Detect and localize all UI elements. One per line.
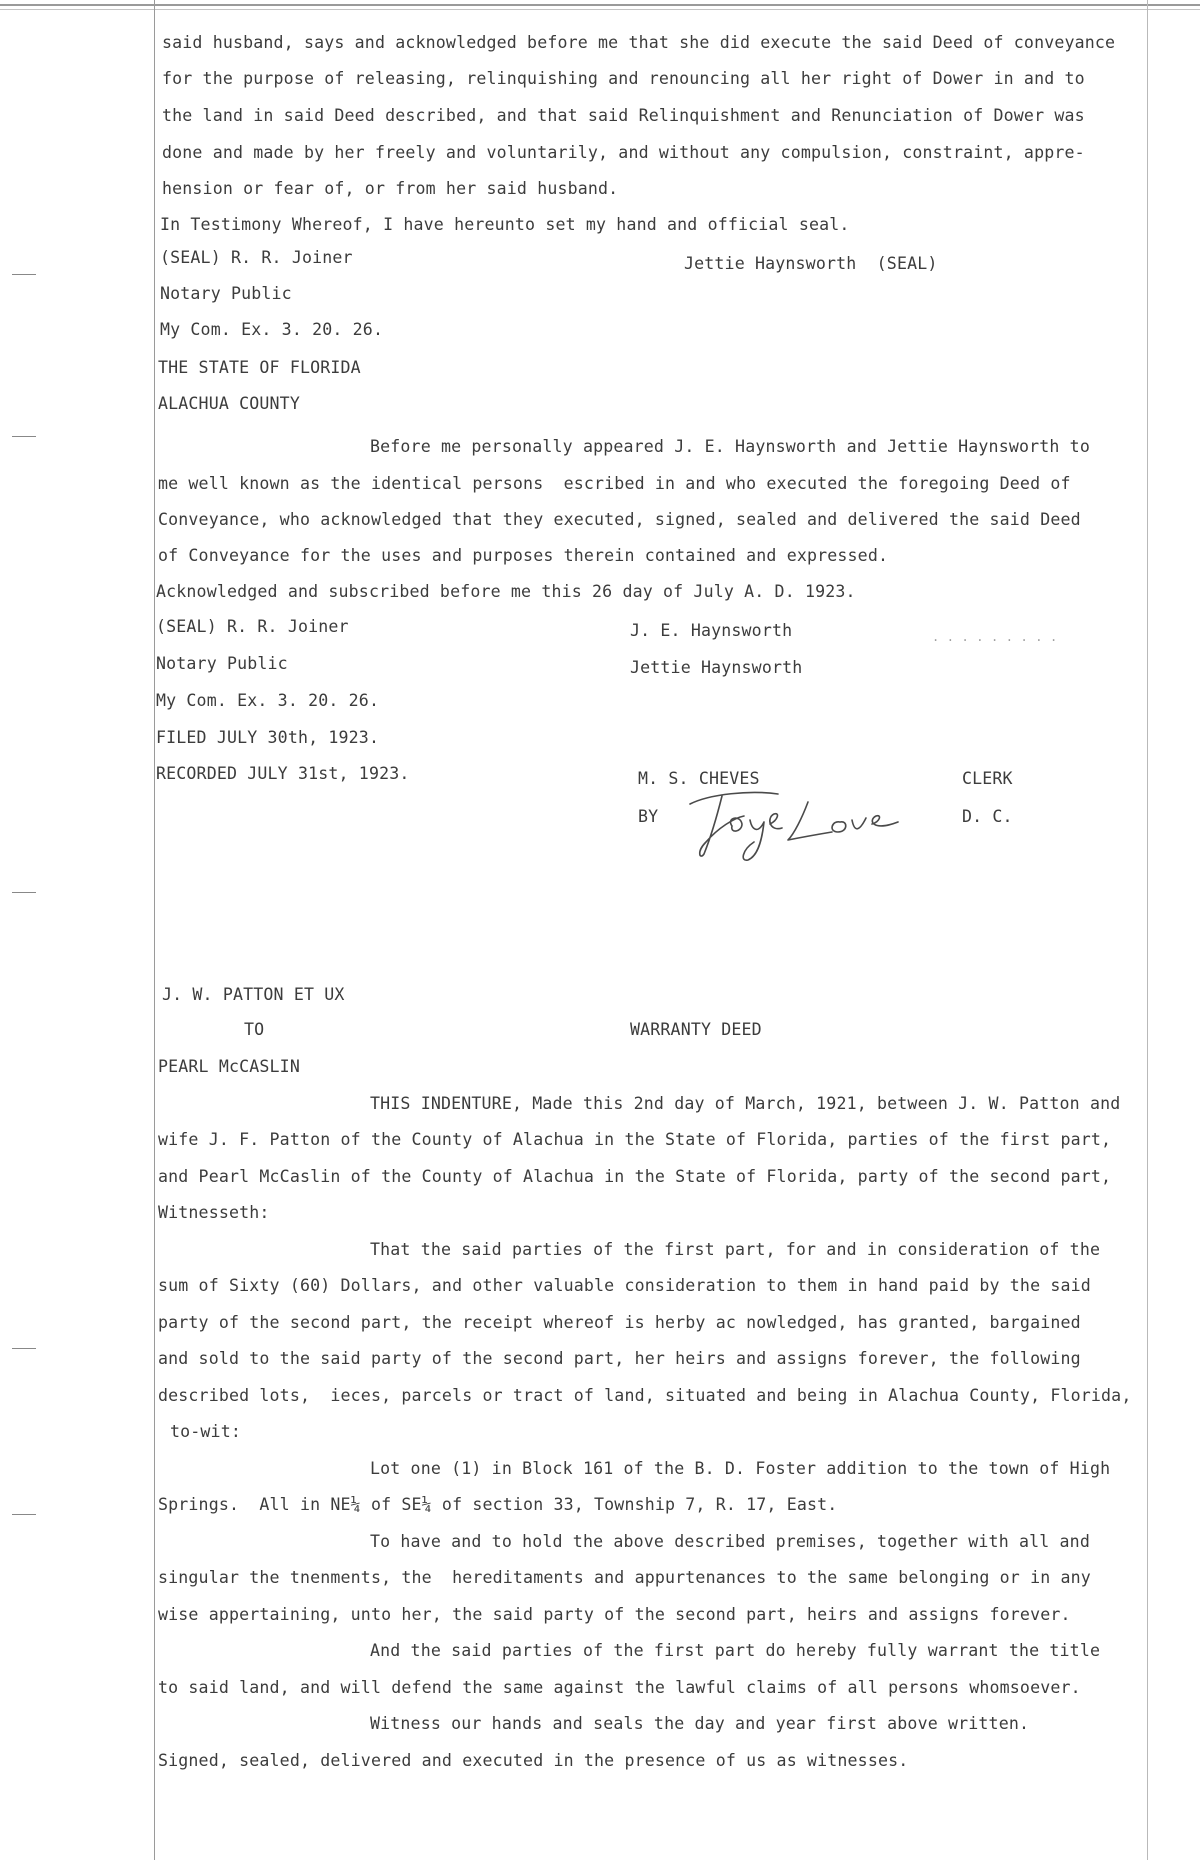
deed-line-3: and Pearl McCaslin of the County of Alachua in the State of Florida, party of the second part, <box>158 1167 1112 1186</box>
state-line-1: Before me personally appeared J. E. Haynsworth and Jettie Haynsworth to <box>370 437 1090 456</box>
top-border-rule-inner <box>0 9 1200 10</box>
signer-name-2b: Jettie Haynsworth <box>630 658 803 677</box>
state-line-4: of Conveyance for the uses and purposes therein contained and expressed. <box>158 546 889 565</box>
notary-title-1: Notary Public <box>160 284 292 303</box>
deed-line-4: Witnesseth: <box>158 1203 270 1222</box>
document-title: WARRANTY DEED <box>630 1020 762 1039</box>
binding-mark <box>12 1514 36 1515</box>
deed-line-10: to-wit: <box>170 1422 241 1441</box>
binding-mark <box>12 1348 36 1349</box>
signer-name-2a: J. E. Haynsworth <box>630 621 793 640</box>
notary-seal-2: (SEAL) R. R. Joiner <box>156 617 349 636</box>
to-heading: TO <box>244 1020 265 1039</box>
deed-line-8: and sold to the said party of the second part, her heirs and assigns forever, the following <box>158 1349 1081 1368</box>
ack-line-4: done and made by her freely and voluntarily, and without any compulsion, constraint, appre- <box>162 143 1085 162</box>
county-heading: ALACHUA COUNTY <box>158 394 300 413</box>
state-line-5: Acknowledged and subscribed before me this 26 day of July A. D. 1923. <box>156 582 856 601</box>
signer-name-1: Jettie Haynsworth (SEAL) <box>684 254 938 273</box>
filed-date: FILED JULY 30th, 1923. <box>156 728 380 747</box>
right-margin-rule <box>1147 0 1148 1860</box>
left-margin-rule <box>154 0 155 1860</box>
state-line-2: me well known as the identical persons escribed in and who executed the foregoing Deed of <box>158 474 1071 493</box>
deed-line-12: Springs. All in NE¼ of SE¼ of section 33, Township 7, R. 17, East. <box>158 1495 838 1514</box>
deed-line-2: wife J. F. Patton of the County of Alachua in the State of Florida, parties of the first part, <box>158 1130 1112 1149</box>
state-line-3: Conveyance, who acknowledged that they executed, signed, sealed and delivered the said Deed <box>158 510 1081 529</box>
clerk-name: M. S. CHEVES <box>638 769 760 788</box>
state-heading: THE STATE OF FLORIDA <box>158 358 361 377</box>
grantor-heading: J. W. PATTON ET UX <box>162 985 345 1004</box>
deed-line-1: THIS INDENTURE, Made this 2nd day of March, 1921, between J. W. Patton and <box>370 1094 1121 1113</box>
deed-line-17: to said land, and will defend the same against the lawful claims of all persons whomsoever. <box>158 1678 1081 1697</box>
deed-line-18: Witness our hands and seals the day and year first above written. <box>370 1714 1030 1733</box>
clerk-title: CLERK <box>962 769 1013 788</box>
deed-line-16: And the said parties of the first part do hereby fully warrant the title <box>370 1641 1101 1660</box>
testimony-line: In Testimony Whereof, I have hereunto set my hand and official seal. <box>160 215 850 234</box>
deed-line-5: That the said parties of the first part, for and in consideration of the <box>370 1240 1101 1259</box>
notary-title-2: Notary Public <box>156 654 288 673</box>
binding-mark <box>12 436 36 437</box>
dotted-mark: . . . . . . . . . <box>932 630 1058 644</box>
binding-mark <box>12 274 36 275</box>
commission-1: My Com. Ex. 3. 20. 26. <box>160 320 384 339</box>
top-border-rule <box>0 4 1200 6</box>
grantee-heading: PEARL McCASLIN <box>158 1057 300 1076</box>
deed-line-15: wise appertaining, unto her, the said party of the second part, heirs and assigns forever. <box>158 1605 1071 1624</box>
deed-line-9: described lots, ieces, parcels or tract of land, situated and being in Alachua County, Florida, <box>158 1386 1132 1405</box>
ack-line-3: the land in said Deed described, and that said Relinquishment and Renunciation of Dower was <box>162 106 1085 125</box>
notary-seal-1: (SEAL) R. R. Joiner <box>160 248 353 267</box>
handwritten-signature <box>670 782 910 862</box>
ack-line-2: for the purpose of releasing, relinquishing and renouncing all her right of Dower in and to <box>162 69 1085 88</box>
ack-line-5: hension or fear of, or from her said husband. <box>162 179 619 198</box>
deed-line-7: party of the second part, the receipt whereof is herby ac nowledged, has granted, bargained <box>158 1313 1081 1332</box>
commission-2: My Com. Ex. 3. 20. 26. <box>156 691 380 710</box>
deed-line-6: sum of Sixty (60) Dollars, and other valuable consideration to them in hand paid by the said <box>158 1276 1091 1295</box>
deed-line-11: Lot one (1) in Block 161 of the B. D. Foster addition to the town of High <box>370 1459 1111 1478</box>
deed-line-14: singular the tnenments, the hereditaments and appurtenances to the same belonging or in any <box>158 1568 1091 1587</box>
deed-line-19: Signed, sealed, delivered and executed in the presence of us as witnesses. <box>158 1751 909 1770</box>
binding-mark <box>12 892 36 893</box>
deputy-clerk-label: D. C. <box>962 807 1013 826</box>
ack-line-1: said husband, says and acknowledged before me that she did execute the said Deed of conveyance <box>162 33 1116 52</box>
recorded-date: RECORDED JULY 31st, 1923. <box>156 764 410 783</box>
by-label: BY <box>638 807 659 826</box>
deed-line-13: To have and to hold the above described premises, together with all and <box>370 1532 1090 1551</box>
